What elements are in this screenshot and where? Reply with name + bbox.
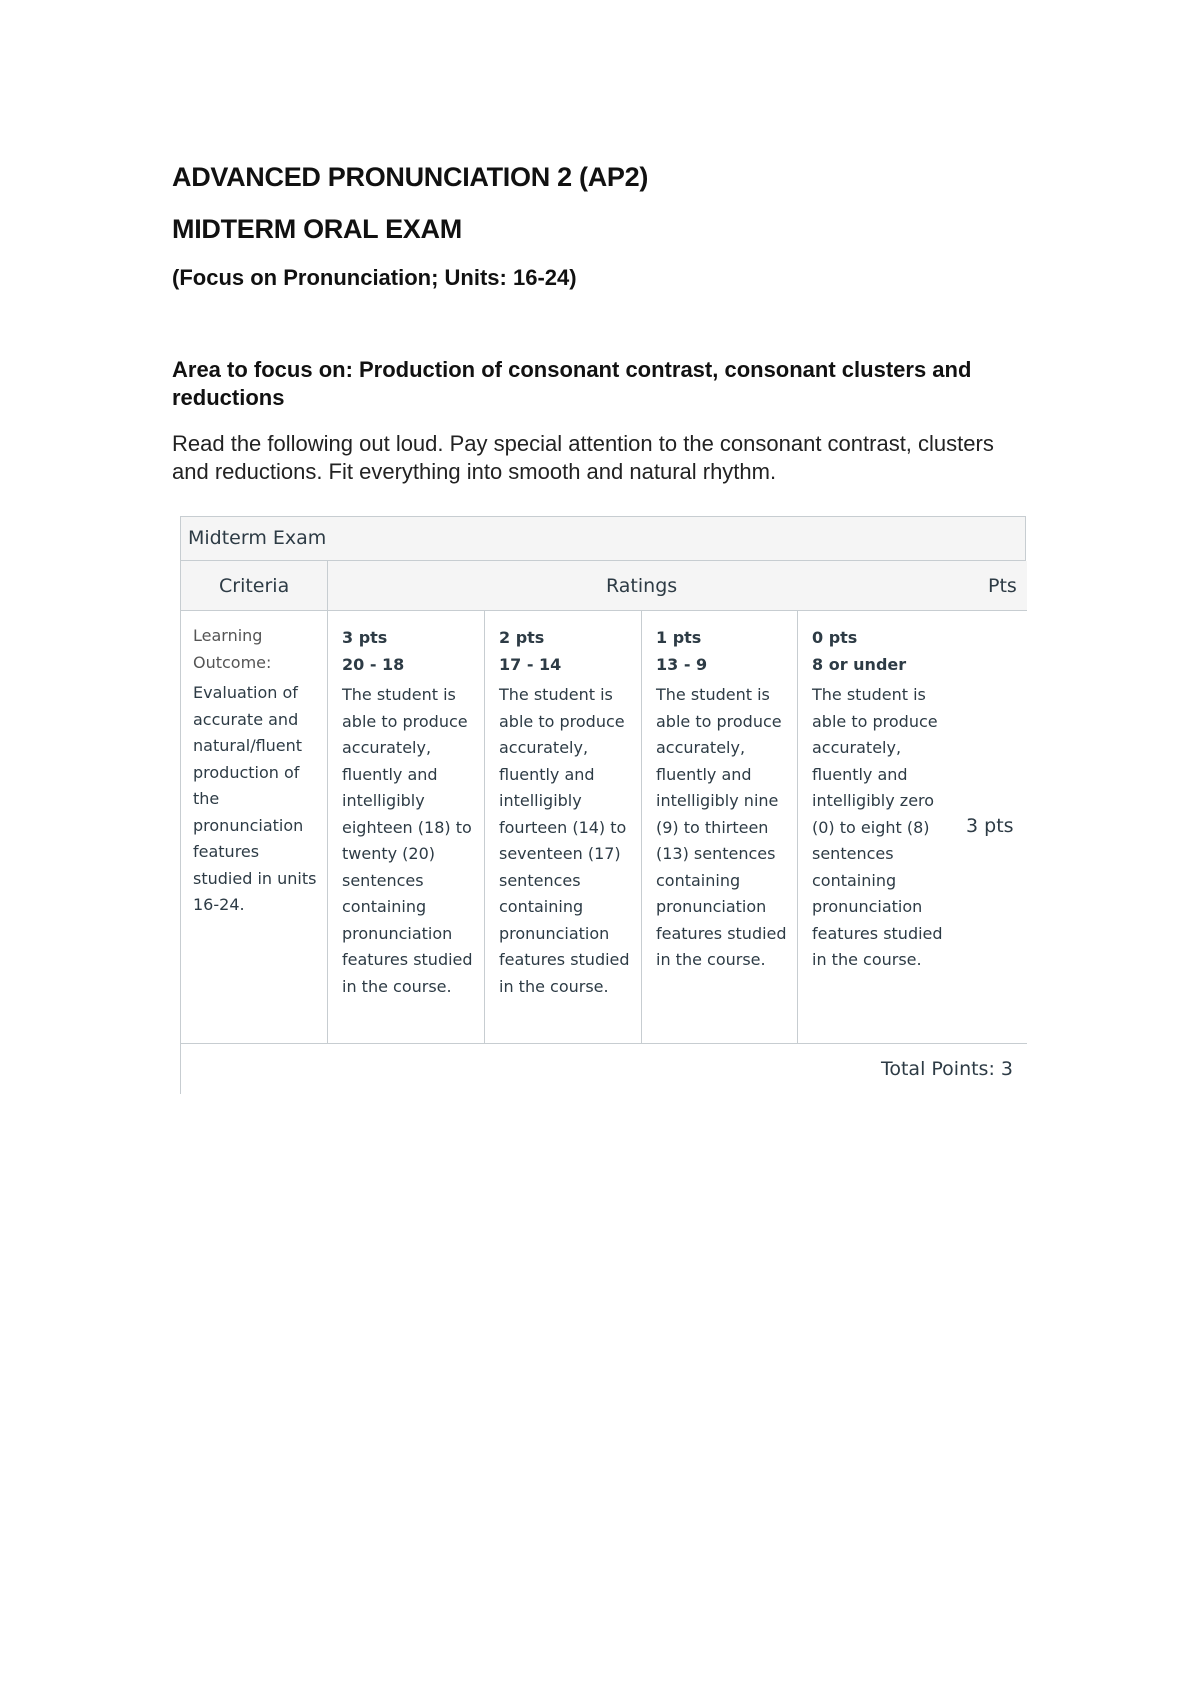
total-points: Total Points: 3	[880, 1058, 1013, 1080]
rating-description: The student is able to produce accurately, fluently and intelligibly zero (0) to eight (8) sentences containing pronunciation features studied in the course.	[812, 685, 943, 969]
header-pts	[966, 561, 1026, 611]
rating-range: 13 - 9	[656, 654, 708, 674]
rating-range: 20 - 18	[342, 654, 405, 674]
focus-heading: Area to focus on: Production of consonant contrast, consonant clusters and reductions	[172, 357, 972, 410]
rating-cell-2pts	[485, 611, 642, 1043]
header-ratings	[328, 561, 1027, 611]
header-ratings-label: Ratings	[606, 575, 678, 597]
header-criteria	[180, 561, 328, 611]
rating-description: The student is able to produce accurately, fluently and intelligibly nine (9) to thirteen (13) sentences containing pronunciation features studied in the course.	[656, 685, 787, 969]
rubric-row	[180, 611, 1027, 1044]
rating-points: 0 pts	[812, 628, 858, 647]
rating-range: 8 or under	[812, 654, 907, 674]
exam-title: MIDTERM ORAL EXAM	[172, 214, 462, 244]
rating-description: The student is able to produce accurately, fluently and intelligibly fourteen (14) to seventeen (17) sentences containing pronunciation features studied in the course.	[499, 685, 630, 996]
exam-subtitle: (Focus on Pronunciation; Units: 16-24)	[172, 265, 577, 290]
rating-range: 17 - 14	[499, 654, 562, 674]
rubric-table	[180, 516, 1027, 1094]
course-title: ADVANCED PRONUNCIATION 2 (AP2)	[172, 162, 649, 192]
rating-points: 3 pts	[342, 628, 388, 647]
instructions-text: Read the following out loud. Pay special attention to the consonant contrast, clusters and reductions. Fit everything into smooth and natural rhythm.	[172, 431, 994, 484]
rubric-caption	[180, 516, 1026, 561]
rubric-caption-text: Midterm Exam	[188, 527, 327, 549]
rating-points: 2 pts	[499, 628, 545, 647]
header-criteria-label: Criteria	[219, 575, 290, 597]
header-pts-label: Pts	[988, 575, 1017, 597]
criterion-description: Evaluation of accurate and natural/fluent production of the pronunciation features studied in units 16-24.	[193, 683, 317, 914]
learning-outcome-label: Learning Outcome:	[193, 626, 272, 672]
rating-cell-3pts	[328, 611, 485, 1043]
rubric-footer	[180, 1044, 1027, 1094]
criterion-cell	[180, 611, 328, 1043]
rating-cell-0pts	[798, 611, 956, 1043]
rating-description: The student is able to produce accurately, fluently and intelligibly eighteen (18) to twenty (20) sentences containing pronunciation features studied in the course.	[342, 685, 473, 996]
row-points: 3 pts	[966, 815, 1014, 837]
rating-cell-1pts	[642, 611, 798, 1043]
rating-points: 1 pts	[656, 628, 702, 647]
